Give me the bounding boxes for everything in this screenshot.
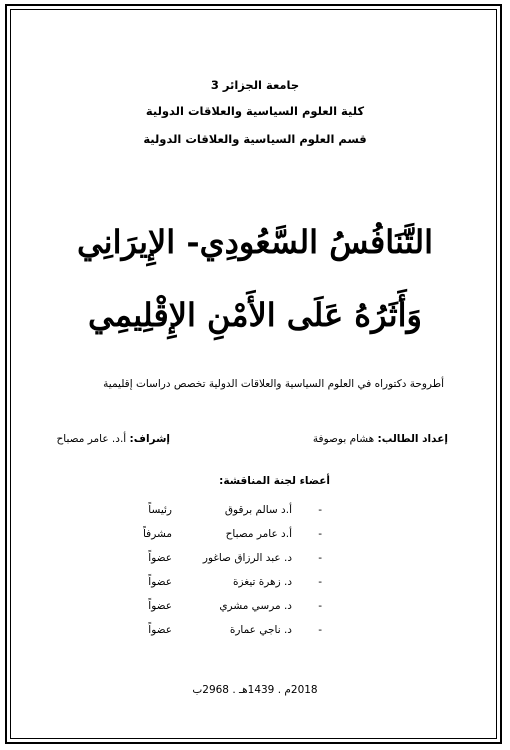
thesis-subtitle: أطروحة دكتوراه في العلوم السياسية والعلاقات الدولية تخصص دراسات إقليمية xyxy=(103,378,444,390)
supervision xyxy=(57,433,171,445)
student-name: هشام بوصوفة xyxy=(312,433,375,445)
member-dash: - xyxy=(318,528,322,540)
supervisor-name: أ.د. عامر مصباح xyxy=(56,433,127,445)
member-dash: - xyxy=(318,624,322,636)
committee-heading: أعضاء لجنة المناقشة: xyxy=(219,475,330,487)
prepared-by-label: إعداد الطالب: xyxy=(377,433,448,445)
university-name: جامعة الجزائر 3 xyxy=(210,78,300,92)
supervision-label: إشراف: xyxy=(129,433,170,445)
thesis-title-line-1: التَّنَافُسُ السَّعُودِي- الإِيرَانِي xyxy=(77,223,433,261)
prepared-by xyxy=(313,433,448,445)
faculty-name: كلية العلوم السياسية والعلاقات الدولية xyxy=(145,104,365,118)
member-dash: - xyxy=(318,600,322,612)
member-role: عضواً xyxy=(148,576,172,588)
member-name: د. عبد الرزاق صاغور xyxy=(202,552,292,564)
member-dash: - xyxy=(318,576,322,588)
member-name: أ.د عامر مصباح xyxy=(225,528,292,540)
member-name: د. ناجي عمارة xyxy=(229,624,292,636)
member-dash: - xyxy=(318,552,322,564)
thesis-title-line-2: وَأَثَرُهُ عَلَى الأَمْنِ الإِقْلِيمِي xyxy=(88,296,422,334)
member-dash: - xyxy=(318,504,322,516)
member-role: مشرفاً xyxy=(142,528,172,540)
member-name: أ.د سالم برقوق xyxy=(224,504,292,516)
department-name: قسم العلوم السياسية والعلاقات الدولية xyxy=(143,132,367,146)
member-role: عضواً xyxy=(148,600,172,612)
member-role: عضواً xyxy=(148,624,172,636)
member-role: رئيساً xyxy=(148,504,172,516)
academic-year: 2018م . 1439هـ . 2968ب xyxy=(192,684,318,696)
member-name: د. مرسي مشري xyxy=(219,600,292,612)
member-name: د. زهرة تيغزة xyxy=(232,576,292,588)
member-role: عضواً xyxy=(148,552,172,564)
